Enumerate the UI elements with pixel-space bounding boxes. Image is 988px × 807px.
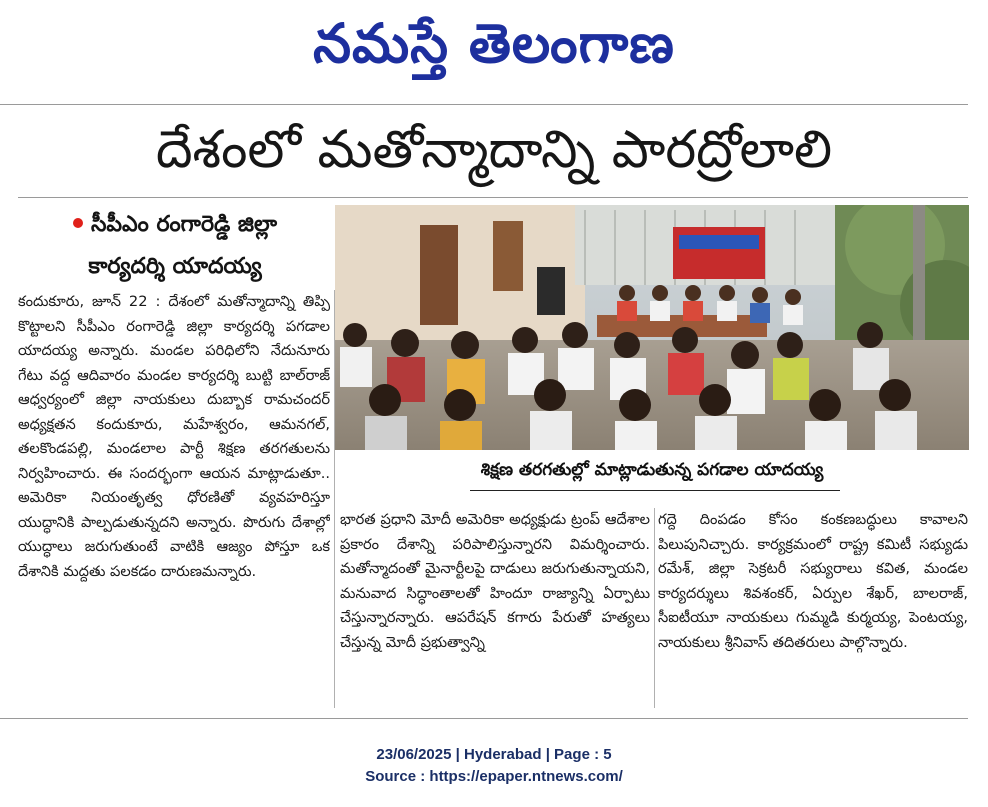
meeting-photo-image xyxy=(335,205,969,450)
subhead-line-1 xyxy=(20,208,330,242)
masthead xyxy=(0,0,988,100)
newspaper-logo: నమస్తే తెలంగాణ xyxy=(313,11,675,75)
top-rule xyxy=(0,104,968,105)
subhead-line-2: కార్యదర్శి యాదయ్య xyxy=(88,254,262,279)
column-3-text: గద్దె దింపడం కోసం కంకణబద్ధులు కావాలని పిలుపునిచ్చారు. కార్యక్రమంలో రాష్ట్ర కమిటీ సభ్యుడు రమేశ్, జిల్లా సెక్రటరీ సభ్యురాలు కవిత, మండల కార్యదర్శులు శివశంకర్, ఏర్పుల శేఖర్, బాలరాజ్, సీఐటీయూ నాయకులు గుమ్మడి కుర్మయ్య, పెంటయ్య, నాయకులు శ్రీనివాస్ తదితరులు పాల్గొన్నారు. xyxy=(658,511,968,651)
article-headline: దేశంలో మతోన్మాదాన్ని పారద్రోలాలి xyxy=(155,119,833,180)
photo-caption: శిక్షణ తరగతుల్లో మాట్లాడుతున్న పగడాల యాదయ్య xyxy=(480,460,824,480)
red-bullet-icon xyxy=(73,218,83,228)
article-photo xyxy=(335,205,969,450)
column-divider-1 xyxy=(334,290,335,708)
column-2-text: భారత ప్రధాని మోదీ అమెరికా అధ్యక్షుడు ట్రంప్ ఆదేశాల ప్రకారం దేశాన్ని పరిపాలిస్తున్నారని విమర్శించారు. మతోన్మాదంతో మైనార్టీలపై దాడులు జరుగుతున్నాయని, మనువాద సిద్ధాంతాలతో హిందూ రాజ్యాన్ని ఏర్పాటు చేస్తున్నారన్నారు. ఆపరేషన్ కగారు పేరుతో హత్యలు చేస్తున్న మోదీ ప్రభుత్వాన్ని xyxy=(340,511,650,651)
column-1-text: కందుకూరు, జూన్ 22 : దేశంలో మతోన్మాదాన్ని తిప్పి కొట్టాలని సీపీఎం రంగారెడ్డి జిల్లా కార్యదర్శి పగడాల యాదయ్య అన్నారు. మండల పరిధిలోని నేదునూరు గేటు వద్ద ఆదివారం మండల కార్యదర్శి బుట్టి బాల్‌రాజ్ ఆధ్వర్యంలో జిల్లా నాయకులు దుబ్బాక రామచందర్ అధ్యక్షతన కందుకూరు, మహేశ్వరం, ఆమనగల్, తలకొండపల్లి, మండలాల పార్టీ శిక్షణ తరగతులను నిర్వహించారు. ఈ సందర్భంగా ఆయన మాట్లాడుతూ.. అమెరికా నియంతృత్వ ధోరణితో వ్యవహరిస్తూ యుద్ధానికి పాల్పడుతున్నదని అన్నారు. పొరుగు దేశాల్లో యుద్ధాలు జరుగుతుంటే వాటికి ఆజ్యం పోస్తూ ఒక దేశానికి మద్దతు పలకడం దారుణమన్నారు. xyxy=(18,293,330,580)
column-divider-2 xyxy=(654,508,655,708)
source-link[interactable]: Source : https://epaper.ntnews.com/ xyxy=(365,768,623,785)
article-column-1 xyxy=(18,290,330,708)
edition-info: 23/06/2025 | Hyderabad | Page : 5 xyxy=(376,746,612,763)
subhead-text-1: సీపీఎం రంగారెడ్డి జిల్లా xyxy=(90,212,278,237)
bottom-rule xyxy=(0,718,968,719)
article-column-3 xyxy=(658,508,968,708)
caption-underline xyxy=(470,490,840,491)
article-column-2 xyxy=(340,508,650,708)
headline-rule xyxy=(18,197,968,198)
